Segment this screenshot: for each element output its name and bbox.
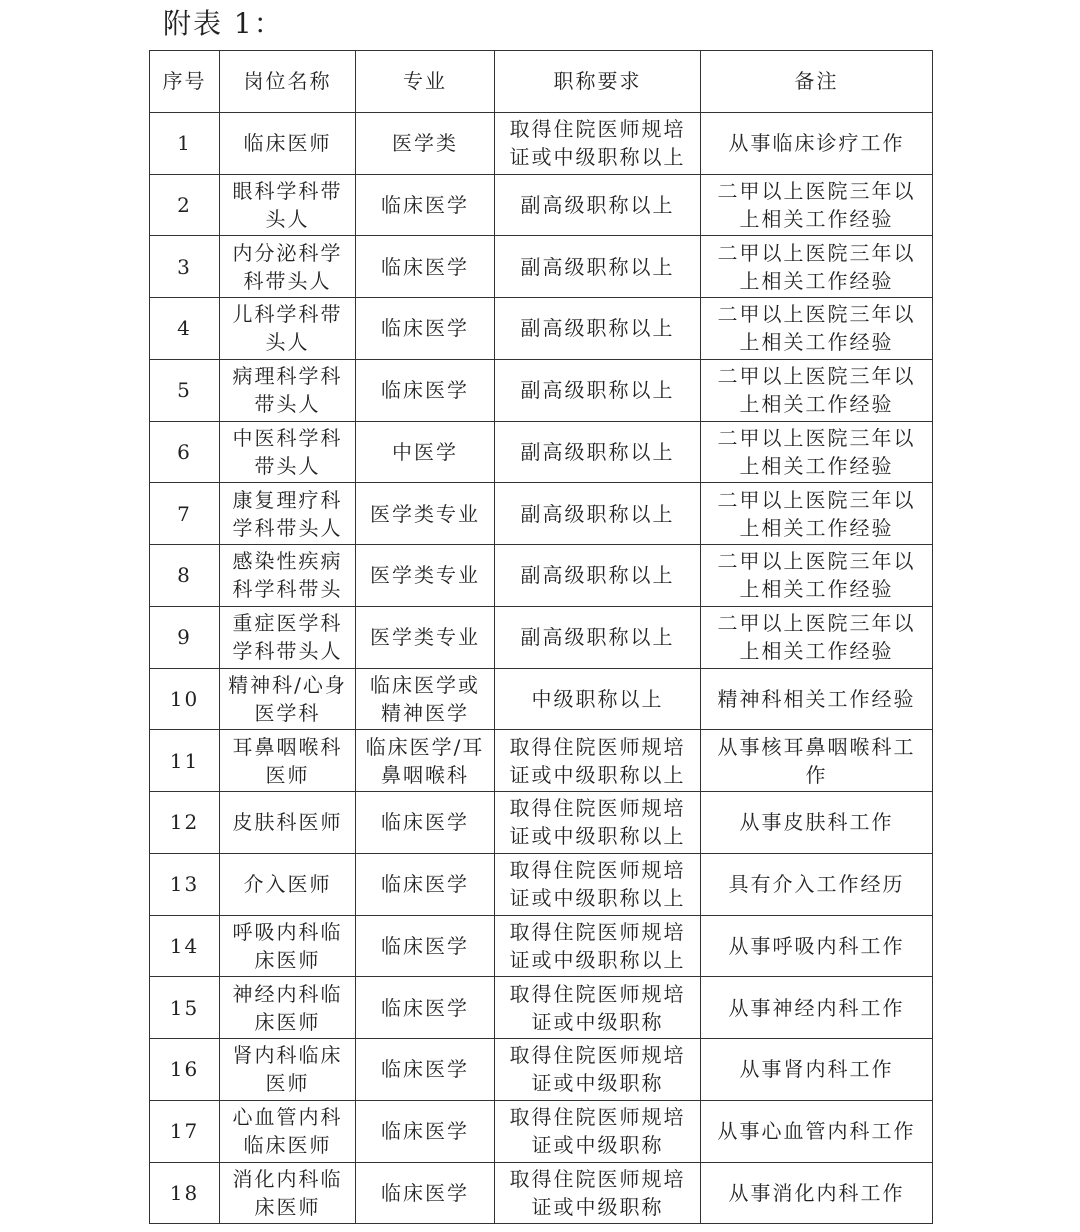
header-cell-remarks: 备注 (701, 51, 933, 113)
remarks-cell: 从事呼吸内科工作 (701, 915, 933, 977)
position-cell: 眼科学科带头人 (220, 174, 356, 236)
major-cell: 临床医学 (356, 1039, 495, 1101)
table-row (150, 853, 933, 915)
table-row (150, 545, 933, 607)
position-cell: 皮肤科医师 (220, 792, 356, 854)
title-requirement-cell: 取得住院医师规培证或中级职称以上 (495, 112, 701, 174)
positions-table-body (150, 51, 933, 1224)
title-requirement-cell: 取得住院医师规培证或中级职称以上 (495, 792, 701, 854)
index-cell: 18 (150, 1162, 220, 1224)
major-cell: 临床医学 (356, 915, 495, 977)
remarks-cell: 二甲以上医院三年以上相关工作经验 (701, 174, 933, 236)
index-cell: 10 (150, 668, 220, 730)
title-requirement-cell: 取得住院医师规培证或中级职称 (495, 1100, 701, 1162)
index-cell: 1 (150, 112, 220, 174)
position-cell: 肾内科临床医师 (220, 1039, 356, 1101)
major-cell: 临床医学或精神医学 (356, 668, 495, 730)
position-cell: 重症医学科学科带头人 (220, 606, 356, 668)
title-requirement-cell: 取得住院医师规培证或中级职称 (495, 977, 701, 1039)
title-requirement-cell: 副高级职称以上 (495, 483, 701, 545)
table-row (150, 730, 933, 792)
major-cell: 临床医学 (356, 359, 495, 421)
title-requirement-cell: 副高级职称以上 (495, 606, 701, 668)
title-requirement-cell: 取得住院医师规培证或中级职称以上 (495, 853, 701, 915)
major-cell: 临床医学 (356, 174, 495, 236)
position-cell: 耳鼻咽喉科医师 (220, 730, 356, 792)
remarks-cell: 从事消化内科工作 (701, 1162, 933, 1224)
table-row (150, 668, 933, 730)
remarks-cell: 从事神经内科工作 (701, 977, 933, 1039)
index-cell: 4 (150, 298, 220, 360)
table-row (150, 236, 933, 298)
major-cell: 医学类专业 (356, 545, 495, 607)
document-title: 附表 1： (163, 7, 284, 40)
table-row (150, 359, 933, 421)
major-cell: 临床医学 (356, 853, 495, 915)
index-cell: 9 (150, 606, 220, 668)
index-cell: 6 (150, 421, 220, 483)
title-requirement-cell: 取得住院医师规培证或中级职称以上 (495, 730, 701, 792)
major-cell: 中医学 (356, 421, 495, 483)
remarks-cell: 从事肾内科工作 (701, 1039, 933, 1101)
remarks-cell: 二甲以上医院三年以上相关工作经验 (701, 236, 933, 298)
remarks-cell: 二甲以上医院三年以上相关工作经验 (701, 359, 933, 421)
title-requirement-cell: 副高级职称以上 (495, 298, 701, 360)
position-cell: 内分泌科学科带头人 (220, 236, 356, 298)
index-cell: 2 (150, 174, 220, 236)
header-cell-title-requirement: 职称要求 (495, 51, 701, 113)
table-row (150, 915, 933, 977)
table-row (150, 1100, 933, 1162)
table-row (150, 977, 933, 1039)
major-cell: 临床医学 (356, 977, 495, 1039)
position-cell: 介入医师 (220, 853, 356, 915)
position-cell: 病理科学科带头人 (220, 359, 356, 421)
position-cell: 感染性疾病科学科带头 (220, 545, 356, 607)
major-cell: 临床医学 (356, 792, 495, 854)
position-cell: 精神科/心身医学科 (220, 668, 356, 730)
index-cell: 11 (150, 730, 220, 792)
major-cell: 医学类 (356, 112, 495, 174)
remarks-cell: 从事临床诊疗工作 (701, 112, 933, 174)
remarks-cell: 二甲以上医院三年以上相关工作经验 (701, 606, 933, 668)
table-row (150, 1039, 933, 1101)
remarks-cell: 二甲以上医院三年以上相关工作经验 (701, 545, 933, 607)
major-cell: 临床医学 (356, 236, 495, 298)
index-cell: 14 (150, 915, 220, 977)
title-requirement-cell: 取得住院医师规培证或中级职称 (495, 1039, 701, 1101)
major-cell: 临床医学/耳鼻咽喉科 (356, 730, 495, 792)
table-row (150, 421, 933, 483)
table-row (150, 606, 933, 668)
major-cell: 临床医学 (356, 298, 495, 360)
title-requirement-cell: 取得住院医师规培证或中级职称 (495, 1162, 701, 1224)
title-requirement-cell: 副高级职称以上 (495, 421, 701, 483)
index-cell: 17 (150, 1100, 220, 1162)
position-cell: 中医科学科带头人 (220, 421, 356, 483)
remarks-cell: 二甲以上医院三年以上相关工作经验 (701, 298, 933, 360)
major-cell: 医学类专业 (356, 483, 495, 545)
table-row (150, 174, 933, 236)
position-cell: 神经内科临床医师 (220, 977, 356, 1039)
major-cell: 临床医学 (356, 1162, 495, 1224)
index-cell: 16 (150, 1039, 220, 1101)
table-row (150, 298, 933, 360)
remarks-cell: 二甲以上医院三年以上相关工作经验 (701, 483, 933, 545)
position-cell: 呼吸内科临床医师 (220, 915, 356, 977)
title-requirement-cell: 中级职称以上 (495, 668, 701, 730)
header-cell-position: 岗位名称 (220, 51, 356, 113)
table-row (150, 483, 933, 545)
major-cell: 临床医学 (356, 1100, 495, 1162)
position-cell: 心血管内科临床医师 (220, 1100, 356, 1162)
remarks-cell: 精神科相关工作经验 (701, 668, 933, 730)
title-requirement-cell: 副高级职称以上 (495, 545, 701, 607)
position-cell: 消化内科临床医师 (220, 1162, 356, 1224)
table-header-row (150, 51, 933, 113)
remarks-cell: 从事皮肤科工作 (701, 792, 933, 854)
remarks-cell: 二甲以上医院三年以上相关工作经验 (701, 421, 933, 483)
table-row (150, 1162, 933, 1224)
major-cell: 医学类专业 (356, 606, 495, 668)
index-cell: 13 (150, 853, 220, 915)
position-cell: 临床医师 (220, 112, 356, 174)
index-cell: 15 (150, 977, 220, 1039)
table-row (150, 112, 933, 174)
index-cell: 7 (150, 483, 220, 545)
title-requirement-cell: 副高级职称以上 (495, 359, 701, 421)
remarks-cell: 从事心血管内科工作 (701, 1100, 933, 1162)
remarks-cell: 从事核耳鼻咽喉科工作 (701, 730, 933, 792)
title-requirement-cell: 副高级职称以上 (495, 174, 701, 236)
index-cell: 3 (150, 236, 220, 298)
position-cell: 儿科学科带头人 (220, 298, 356, 360)
remarks-cell: 具有介入工作经历 (701, 853, 933, 915)
index-cell: 8 (150, 545, 220, 607)
header-cell-index: 序号 (150, 51, 220, 113)
positions-table (149, 50, 933, 1224)
table-row (150, 792, 933, 854)
position-cell: 康复理疗科学科带头人 (220, 483, 356, 545)
index-cell: 5 (150, 359, 220, 421)
index-cell: 12 (150, 792, 220, 854)
title-requirement-cell: 副高级职称以上 (495, 236, 701, 298)
title-requirement-cell: 取得住院医师规培证或中级职称以上 (495, 915, 701, 977)
header-cell-major: 专业 (356, 51, 495, 113)
